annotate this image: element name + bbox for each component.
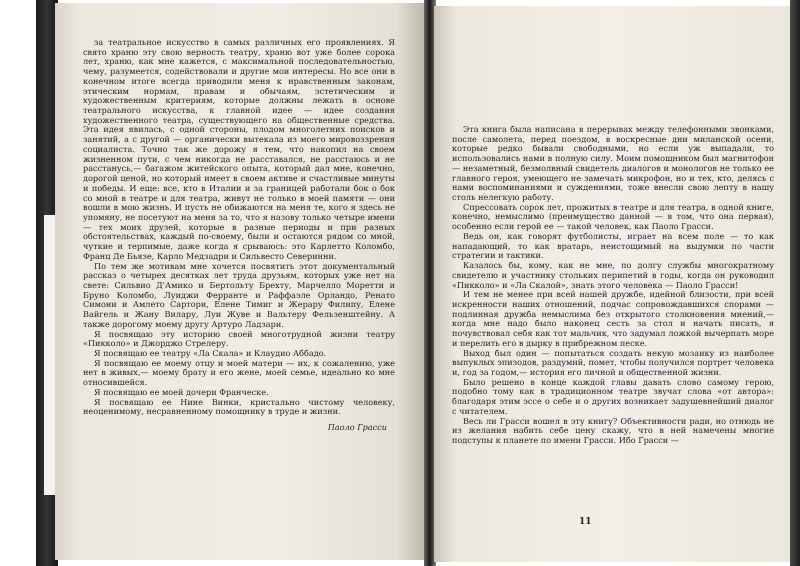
left-paragraph: Я посвящаю ее моей дочери Франческе.	[94, 386, 269, 397]
right-paragraph: Спрессовать сорок лет, прожитых в театре и для театра, в одной книге, конечно, немыслимо (преимущество данной — в том, что она первая), особенно если герой ее — такой человек, как Паоло Грасси.	[452, 201, 774, 232]
right-paragraph: И тем не менее при всей нашей дружбе, идейной близости, при всей искренности наших отношений, подчас сопровождавшихся спорами — подлинная дружба немыслима без открытого столкновения мнений,— когда мне надо было наконец сесть за стол и начать писать, я почувствовал себя как тот мальчик, что задумал ложкой вычерпать море и перелить его в дырку в прибрежном песке.	[452, 289, 774, 348]
left-paragraph: Я посвящаю эту историю своей многотрудной жизни театру «Пикколо» и Джорджо Стрелеру.	[83, 328, 395, 349]
left-paragraph: Я посвящаю ее театру «Ла Скала» и Клаудио Аббадо.	[94, 348, 327, 358]
right-page-text	[452, 125, 774, 446]
right-paragraph: Казалось бы, кому, как не мне, по долгу службы многократному свидетелю и участнику стольких перипетий в годы, когда он руководил «Пикколо» и «Ла Скалой», знать этого человека — Паоло Грасси!	[452, 260, 774, 290]
right-paragraph: Выход был один — попытаться создать некую мозаику из наиболее выпуклых эпизодов, раздумий, помет, чтобы получился портрет человека и, год за годом,— история его личной и общественной жизни.	[452, 347, 774, 377]
left-paragraph: Я посвящаю ее моему отцу и моей матери — их, к сожалению, уже нет в живых,— моему брату и его жене, моей семье, идеально ко мне относившейся.	[83, 357, 395, 388]
book-cover-edge-right	[790, 0, 800, 566]
page-number: 11	[579, 517, 592, 527]
left-page	[55, 3, 425, 560]
left-paragraph: По тем же мотивам мне хочется посвятить этот документальный рассказ о четырех десятках лет труда друзьям, которых уже нет на свете: Сильвио Д'Амико и Бертольту Брехту, Марчелло Моретти и Бруно Коломбо, Луиджи Ферранте и Раффаэле Орландо, Ренато Симони и Амлето Сартори, Елене Тимиг и Жерару Филипу, Елене Вайгель и Жану Вилару, Луи Жуве и Вальтеру Фельзенштейну. А также дорогому моему другу Артуро Ладзари.	[83, 260, 395, 329]
right-paragraph: Ведь он, как говорят футболисты, играет на всем поле — то как нападающий, то как вратарь, неистощимый на выдумки по части стратегии и тактики.	[452, 230, 774, 261]
right-paragraph: Было решено в конце каждой главы давать слово самому герою, подобно тому как в традиционном театре звучат слова «от автора»: благодаря этим эссе о себе и о других возникает задушевнейший диалог с читателем.	[452, 376, 774, 416]
left-paragraph: за театральное искусство в самых различных его проявлениях. Я свято храню эту свою верность театру, храню вот уже более сорока лет, храню, как мне кажется, с максимальной последовательностью, чему, разумеется, содействовали и другие мои интересы. Но все они в конечном итоге всегда приводили меня к нравственным законам, этическим нормам, правам и обычаям, эстетическим и художественным критериям, которые должны лежать в основе театрального искусства, к главной идее — идее создания художественного театра, существующего на общественные средства. Эта идея явилась, с одной стороны, плодом многолетних поисков и занятий, а с другой — органически вытекала из моего мировоззрения социалиста. Точно так же дорожу я тем, что накопил на своем жизненном пути, с чем никогда не расставался, не расстаюсь и не расстанусь,— багажом житейского опыта, который дал мне, конечно, дорогой ценой, но который имеет в своем активе и счастливые минуты и победы. И еще: все, кто в Италии и за границей работали бок о бок со мной в театре и для театра, живут не только в моей памяти — они вошли в мою жизнь. И пусть не обижаются на меня те, кого я здесь не упомяну, не посетуют на меня за то, что я назову только четыре имени — тех моих друзей, которые в разные периоды и при разных обстоятельствах, каждый по-своему, были и остаются рядом со мной, чуткие и терпимые, даже когда я срываюсь: это Карлетто Коломбо, Франц Де Бьязе, Карло Медзадри и Сильвесто Северинни.	[83, 37, 395, 261]
author-signature: Паоло Грасси	[327, 422, 387, 433]
right-paragraph: Весь ли Грасси вошел в эту книгу? Объективности ради, но отнюдь не из желания набить себе цену скажу, что в ней намечены многие подступы к планете по имени Грасси. Ибо Грасси —	[452, 415, 774, 445]
left-page-text	[83, 38, 395, 433]
left-paragraph: Я посвящаю ее Нине Винки, кристально чистому человеку, неоценимому, несравненному помощнику в труде и жизни.	[83, 396, 395, 417]
right-page	[434, 6, 792, 562]
right-paragraph: Эта книга была написана в перерывах между телефонными звонками, после самолета, перед поездом, в воскресные дни миланской осени, которые редко бывали свободными, но если уж выпадали, то использовались нами в полную силу. Моим помощником был магнитофон — незаметный, безмолвный свидетель диалогов и монологов не только ее главного героя, умеющего не замечать микрофон, но и тех, кто, делясь с нами воспоминаниями и суждениями, тоже внесли свою лепту в нашу столь нелегкую работу.	[452, 124, 774, 203]
